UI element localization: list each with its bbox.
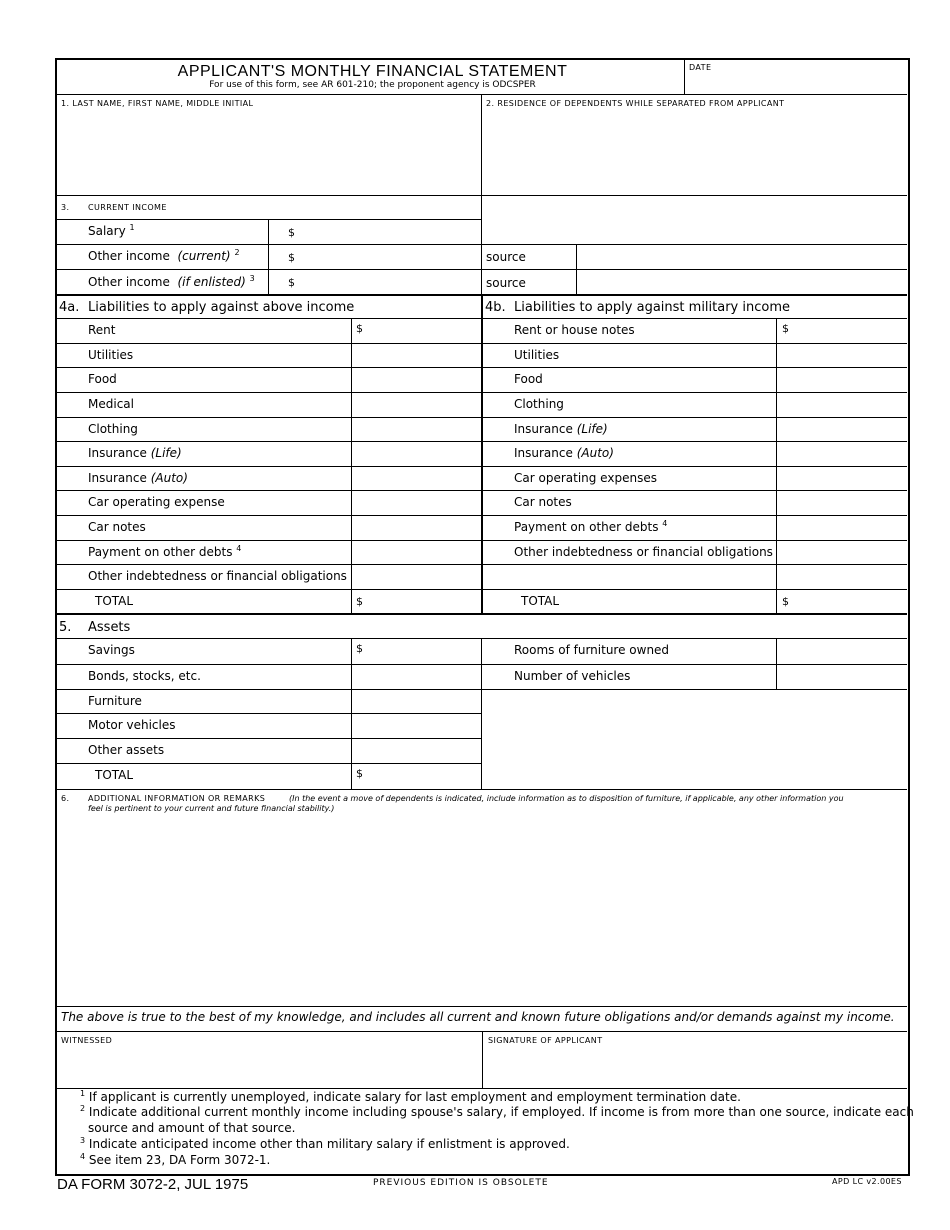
other-income-enlisted-field[interactable]: [300, 271, 478, 292]
item5-number: 5.: [59, 620, 72, 635]
liab-a-clothing-label: Clothing: [88, 422, 138, 436]
residence-field[interactable]: [484, 112, 904, 192]
liab-b-rent-label: Rent or house notes: [514, 323, 635, 337]
item4b-heading: Liabilities to apply against military income: [514, 300, 790, 315]
item4a-number: 4a.: [59, 300, 80, 315]
footnote-4: $^4$ See item 23, DA Form 3072-1.: [80, 1152, 271, 1167]
liab-b-car-notes-label: Car notes: [514, 495, 572, 509]
source-current-label: source: [486, 250, 526, 264]
furniture-field[interactable]: [354, 691, 479, 711]
liab-b-utilities-field[interactable]: [779, 345, 904, 365]
liab-b-car-operating-label: Car operating expenses: [514, 471, 657, 485]
liab-a-car-notes-field[interactable]: [354, 517, 479, 538]
bonds-label: Bonds, stocks, etc.: [88, 669, 201, 683]
witnessed-field[interactable]: [58, 1047, 479, 1085]
assets-total-field[interactable]: [366, 765, 479, 787]
remarks-field[interactable]: [58, 818, 904, 1004]
liab-a-medical-field[interactable]: [354, 394, 479, 415]
liab-a-clothing-field[interactable]: [354, 419, 479, 439]
footnote-2-cont: source and amount of that source.: [88, 1121, 296, 1135]
number-vehicles-field[interactable]: [779, 666, 904, 687]
liab-b-car-operating-field[interactable]: [779, 468, 904, 488]
liab-a-other-debts-label: Payment on other debts $^4$: [88, 544, 242, 559]
liab-b-food-field[interactable]: [779, 369, 904, 390]
item4b-number: 4b.: [485, 300, 506, 315]
liab-a-other-obligations-field[interactable]: [354, 566, 479, 587]
motor-vehicles-field[interactable]: [354, 715, 479, 736]
liab-b-other-obligations-field[interactable]: [779, 542, 904, 562]
date-field[interactable]: [686, 74, 904, 94]
footnote-1: $^1$ If applicant is currently unemployed, indicate salary for last employment and employment termination date.: [80, 1089, 741, 1104]
liab-b-insurance-auto-label: Insurance (Auto): [514, 446, 614, 460]
liab-b-food-label: Food: [514, 372, 543, 386]
liab-b-other-debts-label: Payment on other debts $^4$: [514, 519, 668, 534]
liab-a-insurance-life-label: Insurance (Life): [88, 446, 182, 460]
liab-b-car-notes-field[interactable]: [779, 492, 904, 513]
liab-a-rent-field[interactable]: [354, 320, 479, 341]
form-subtitle: For use of this form, see AR 601-210; the proponent agency is ODCSPER: [209, 80, 536, 90]
certification-statement: The above is true to the best of my knowledge, and includes all current and known future obligations and/or demands against my income.: [61, 1010, 895, 1024]
date-label: DATE: [689, 63, 712, 72]
savings-field[interactable]: [366, 640, 479, 662]
remarks-note-line1: (In the event a move of dependents is indicated, include information as to disposition of furniture, if applicable, any other information you: [289, 794, 844, 803]
liab-b-total-label: TOTAL: [521, 594, 560, 608]
version-label: APD LC v2.00ES: [832, 1177, 902, 1186]
liab-a-rent-label: Rent: [88, 323, 116, 337]
other-income-enlisted-label: Other income (if enlisted) $^3$: [88, 274, 255, 289]
liab-a-car-operating-label: Car operating expense: [88, 495, 225, 509]
item6-number: 6.: [61, 794, 70, 803]
footnote-3: $^3$ Indicate anticipated income other than military salary if enlistment is approved.: [80, 1136, 570, 1151]
liab-a-car-notes-label: Car notes: [88, 520, 146, 534]
other-income-current-label: Other income (current) $^2$: [88, 248, 240, 263]
liab-b-utilities-label: Utilities: [514, 348, 560, 362]
bonds-field[interactable]: [354, 666, 479, 687]
liab-a-other-obligations-label: Other indebtedness or financial obligations: [88, 569, 347, 583]
form-number: DA FORM 3072-2, JUL 1975: [57, 1176, 249, 1193]
liab-b-total-field[interactable]: [792, 591, 904, 611]
witnessed-label: WITNESSED: [61, 1036, 113, 1045]
assets-total-label: TOTAL: [95, 768, 134, 782]
rooms-furniture-field[interactable]: [779, 640, 904, 662]
liab-a-car-operating-field[interactable]: [354, 492, 479, 513]
salary-label: Salary $^1$: [88, 223, 135, 238]
salary-amount-field[interactable]: [300, 221, 478, 242]
liab-b-insurance-life-label: Insurance (Life): [514, 422, 608, 436]
signature-label: SIGNATURE OF APPLICANT: [488, 1036, 603, 1045]
liab-b-clothing-field[interactable]: [779, 394, 904, 415]
current-income-heading: CURRENT INCOME: [88, 203, 167, 212]
liab-a-food-label: Food: [88, 372, 117, 386]
liab-a-utilities-field[interactable]: [354, 345, 479, 365]
liab-a-insurance-life-field[interactable]: [354, 443, 479, 464]
liab-b-clothing-label: Clothing: [514, 397, 564, 411]
source-current-field[interactable]: [579, 246, 904, 267]
residence-label: 2. RESIDENCE OF DEPENDENTS WHILE SEPARATED FROM APPLICANT: [486, 99, 785, 108]
liab-a-food-field[interactable]: [354, 369, 479, 390]
liab-a-other-debts-field[interactable]: [354, 542, 479, 562]
remarks-heading: ADDITIONAL INFORMATION OR REMARKS: [88, 794, 266, 803]
liab-b-other-obligations-label: Other indebtedness or financial obligations: [514, 545, 773, 559]
form-title: APPLICANT'S MONTHLY FINANCIAL STATEMENT: [177, 63, 568, 80]
liab-b-insurance-life-field[interactable]: [779, 419, 904, 439]
assets-heading: Assets: [88, 620, 131, 635]
liab-a-insurance-auto-field[interactable]: [354, 468, 479, 488]
liab-a-medical-label: Medical: [88, 397, 134, 411]
signature-field[interactable]: [485, 1047, 904, 1085]
liab-a-total-label: TOTAL: [95, 594, 134, 608]
liab-b-other-debts-field[interactable]: [779, 517, 904, 538]
savings-label: Savings: [88, 643, 135, 657]
liab-a-insurance-auto-label: Insurance (Auto): [88, 471, 188, 485]
remarks-note-line2: feel is pertinent to your current and future financial stability.): [88, 804, 335, 813]
furniture-label: Furniture: [88, 694, 142, 708]
name-label: 1. LAST NAME, FIRST NAME, MIDDLE INITIAL: [61, 99, 254, 108]
edition-note: PREVIOUS EDITION IS OBSOLETE: [373, 1178, 549, 1188]
form-frame: [55, 58, 910, 1176]
other-assets-label: Other assets: [88, 743, 165, 757]
liab-b-rent-field[interactable]: [779, 320, 904, 341]
liab-a-total-field[interactable]: [366, 591, 479, 611]
source-enlisted-field[interactable]: [579, 271, 904, 292]
rooms-furniture-label: Rooms of furniture owned: [514, 643, 670, 657]
other-assets-field[interactable]: [354, 740, 479, 761]
item4a-heading: Liabilities to apply against above income: [88, 300, 355, 315]
liab-a-utilities-label: Utilities: [88, 348, 134, 362]
item3-number: 3.: [61, 203, 70, 212]
number-vehicles-label: Number of vehicles: [514, 669, 631, 683]
liab-b-insurance-auto-field[interactable]: [779, 443, 904, 464]
source-enlisted-label: source: [486, 276, 526, 290]
other-income-current-field[interactable]: [300, 246, 478, 267]
motor-vehicles-label: Motor vehicles: [88, 718, 176, 732]
name-field[interactable]: [58, 112, 478, 192]
footnote-2: $^2$ Indicate additional current monthly income including spouse's salary, if employed. If income is from more than one source, indicate each: [80, 1104, 914, 1119]
